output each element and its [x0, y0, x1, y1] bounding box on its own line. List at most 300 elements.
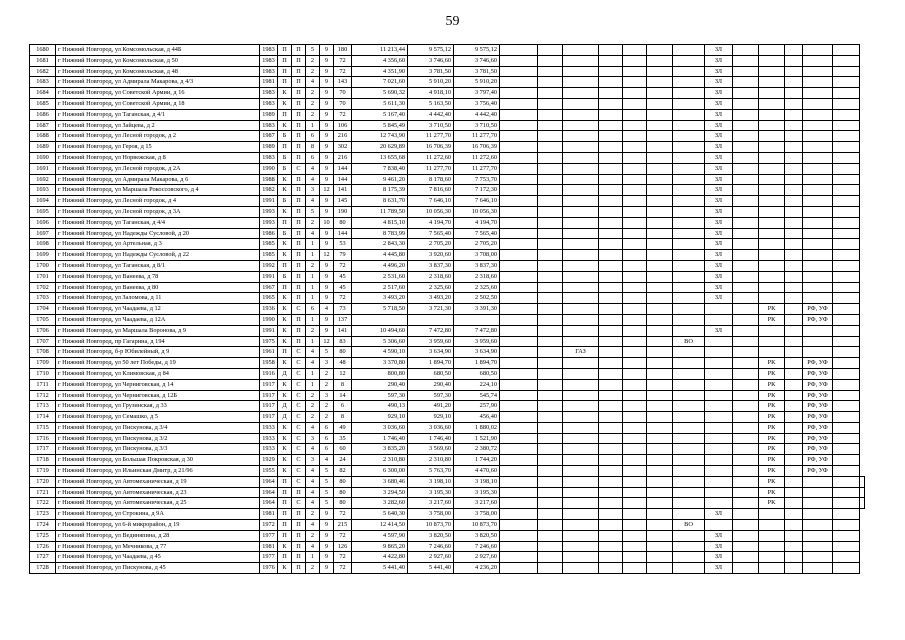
- private-area-cell: 1 894,70: [454, 358, 500, 369]
- private-area-cell: 4 442,40: [454, 109, 500, 120]
- extra-col-8: [833, 77, 860, 88]
- table-row: [30, 422, 865, 433]
- gas-cell: [563, 336, 599, 347]
- zl-cell: [705, 368, 733, 379]
- extra-col-6: [733, 314, 759, 325]
- address-cell: г Нижний Новгород, ул Комсомольская, д 48: [56, 66, 260, 77]
- rk-cell: [759, 217, 785, 228]
- address-cell: г Нижний Новгород, ул Климовская, д 84: [56, 368, 260, 379]
- floors-cell: 9: [320, 120, 334, 131]
- extra-col-5: [647, 520, 673, 531]
- extra-col-5: [647, 260, 673, 271]
- rf-uf-cell: [803, 55, 833, 66]
- floors-cell: 9: [320, 152, 334, 163]
- private-area-cell: 257,90: [454, 401, 500, 412]
- year-cell: 1917: [260, 412, 278, 423]
- entrances-cell: 4: [306, 444, 320, 455]
- year-cell: 1983: [260, 66, 278, 77]
- vo-cell: [673, 401, 705, 412]
- type-cell: С: [292, 444, 306, 455]
- rk-cell: [759, 563, 785, 574]
- rk-cell: РК: [759, 314, 785, 325]
- rf-uf-cell: [803, 142, 833, 153]
- extra-col-4: [623, 368, 647, 379]
- rf-uf-cell: [803, 66, 833, 77]
- extra-col-3: [599, 217, 623, 228]
- living-area-cell: 5 910,20: [408, 77, 454, 88]
- extra-col-4: [623, 487, 647, 498]
- extra-col-2: [538, 109, 563, 120]
- zl-cell: ЗЛ: [705, 55, 733, 66]
- extra-col-4: [623, 379, 647, 390]
- extra-col-7: [785, 131, 803, 142]
- extra-col-8: [833, 293, 860, 304]
- private-area-cell: 7 646,10: [454, 196, 500, 207]
- table-row: [30, 390, 865, 401]
- private-area-cell: 3 391,30: [454, 304, 500, 315]
- private-area-cell: 7 246,60: [454, 541, 500, 552]
- wall-material-cell: Б: [278, 163, 292, 174]
- year-cell: 1977: [260, 530, 278, 541]
- extra-col-4: [623, 206, 647, 217]
- extra-col-7: [785, 368, 803, 379]
- extra-col-2: [538, 250, 563, 261]
- private-area-cell: 5 910,20: [454, 77, 500, 88]
- rf-uf-cell: [803, 206, 833, 217]
- extra-col-4: [623, 142, 647, 153]
- total-area-cell: 5 167,40: [352, 109, 408, 120]
- entrances-cell: 5: [306, 45, 320, 56]
- floors-cell: 9: [320, 196, 334, 207]
- apartments-cell: 53: [334, 239, 352, 250]
- extra-col-8: [833, 509, 860, 520]
- gas-cell: [563, 196, 599, 207]
- address-cell: г Нижний Новгород, ул Ильинская Дмитр, д 21/96: [56, 466, 260, 477]
- rf-uf-cell: [803, 260, 833, 271]
- extra-col-8: [833, 466, 860, 477]
- total-area-cell: [352, 314, 408, 325]
- living-area-cell: 4 442,40: [408, 109, 454, 120]
- row-number-cell: 1684: [30, 88, 56, 99]
- type-cell: П: [292, 260, 306, 271]
- vo-cell: [673, 412, 705, 423]
- extra-col-2: [538, 131, 563, 142]
- extra-col-5: [647, 131, 673, 142]
- row-number-cell: 1718: [30, 455, 56, 466]
- extra-col-4: [623, 530, 647, 541]
- apartments-cell: 143: [334, 77, 352, 88]
- table-row: [30, 282, 865, 293]
- apartments-cell: 8: [334, 412, 352, 423]
- private-area-cell: 3 959,60: [454, 336, 500, 347]
- type-cell: П: [292, 217, 306, 228]
- gas-cell: [563, 541, 599, 552]
- extra-col-8: [833, 152, 860, 163]
- type-cell: С: [292, 304, 306, 315]
- zl-cell: ЗЛ: [705, 541, 733, 552]
- apartments-cell: 45: [334, 282, 352, 293]
- type-cell: П: [292, 45, 306, 56]
- extra-col-1: [500, 412, 538, 423]
- extra-col-8: [833, 455, 860, 466]
- year-cell: 1936: [260, 304, 278, 315]
- extra-col-2: [538, 142, 563, 153]
- table-row: [30, 368, 865, 379]
- extra-col-4: [623, 433, 647, 444]
- row-number-cell: 1687: [30, 120, 56, 131]
- entrances-cell: 3: [306, 433, 320, 444]
- floors-cell: 9: [320, 77, 334, 88]
- extra-col-8: [833, 217, 860, 228]
- extra-col-1: [500, 77, 538, 88]
- floors-cell: 9: [320, 520, 334, 531]
- extra-col-6: [733, 541, 759, 552]
- extra-col-7: [785, 163, 803, 174]
- extra-col-7: [785, 487, 803, 498]
- private-area-cell: 456,40: [454, 412, 500, 423]
- vo-cell: [673, 390, 705, 401]
- type-cell: С: [292, 390, 306, 401]
- table-row: [30, 45, 865, 56]
- extra-col-7: [785, 412, 803, 423]
- extra-col-3: [599, 174, 623, 185]
- extra-col-4: [623, 120, 647, 131]
- zl-cell: ЗЛ: [705, 530, 733, 541]
- private-area-cell: 3 756,40: [454, 98, 500, 109]
- private-area-cell: 3 708,00: [454, 250, 500, 261]
- extra-col-4: [623, 196, 647, 207]
- extra-col-3: [599, 552, 623, 563]
- extra-col-3: [599, 368, 623, 379]
- year-cell: 1983: [260, 55, 278, 66]
- type-cell: С: [292, 466, 306, 477]
- table-row: [30, 142, 865, 153]
- extra-col-5: [647, 379, 673, 390]
- entrances-cell: 1: [306, 239, 320, 250]
- table-row: [30, 163, 865, 174]
- extra-col-2: [538, 120, 563, 131]
- living-area-cell: 929,10: [408, 412, 454, 423]
- wall-material-cell: П: [278, 347, 292, 358]
- living-area-cell: 3 198,10: [408, 476, 454, 487]
- extra-col-5: [647, 206, 673, 217]
- row-number-cell: 1708: [30, 347, 56, 358]
- gas-cell: [563, 152, 599, 163]
- vo-cell: [673, 152, 705, 163]
- living-area-cell: 5 441,40: [408, 563, 454, 574]
- apartments-cell: 80: [334, 347, 352, 358]
- zl-cell: ЗЛ: [705, 174, 733, 185]
- rf-uf-cell: [803, 476, 833, 487]
- floors-cell: 12: [320, 336, 334, 347]
- rk-cell: РК: [759, 487, 785, 498]
- extra-col-2: [538, 336, 563, 347]
- extra-col-3: [599, 541, 623, 552]
- extra-col-7: [785, 196, 803, 207]
- apartments-cell: 72: [334, 293, 352, 304]
- zl-cell: ЗЛ: [705, 196, 733, 207]
- extra-col-3: [599, 336, 623, 347]
- extra-col-4: [623, 304, 647, 315]
- wall-material-cell: П: [278, 530, 292, 541]
- private-area-cell: 3 195,30: [454, 487, 500, 498]
- extra-col-8: [833, 444, 860, 455]
- wall-material-cell: К: [278, 455, 292, 466]
- rf-uf-cell: РФ, УФ: [803, 466, 833, 477]
- entrances-cell: 4: [306, 466, 320, 477]
- floors-cell: 12: [320, 185, 334, 196]
- zl-cell: ЗЛ: [705, 163, 733, 174]
- extra-col-3: [599, 131, 623, 142]
- year-cell: 1987: [260, 131, 278, 142]
- extra-col-7: [785, 498, 803, 509]
- gas-cell: [563, 325, 599, 336]
- address-cell: г Нижний Новгород, ул Семашко, д 5: [56, 412, 260, 423]
- row-number-cell: 1693: [30, 185, 56, 196]
- gas-cell: [563, 455, 599, 466]
- year-cell: 1961: [260, 347, 278, 358]
- entrances-cell: 1: [306, 314, 320, 325]
- rk-cell: [759, 541, 785, 552]
- year-cell: 1917: [260, 379, 278, 390]
- living-area-cell: 5 763,70: [408, 466, 454, 477]
- extra-col-1: [500, 390, 538, 401]
- year-cell: 1976: [260, 563, 278, 574]
- extra-col-7: [785, 66, 803, 77]
- year-cell: 1933: [260, 444, 278, 455]
- total-area-cell: 3 370,80: [352, 358, 408, 369]
- apartments-cell: 72: [334, 552, 352, 563]
- apartments-cell: 80: [334, 217, 352, 228]
- extra-col-1: [500, 196, 538, 207]
- extra-col-4: [623, 66, 647, 77]
- extra-col-3: [599, 455, 623, 466]
- extra-col-4: [623, 228, 647, 239]
- year-cell: 1981: [260, 509, 278, 520]
- extra-col-5: [647, 530, 673, 541]
- extra-col-7: [785, 541, 803, 552]
- extra-col-2: [538, 466, 563, 477]
- extra-col-6: [733, 98, 759, 109]
- address-cell: г Нижний Новгород, ул 50 лет Победы, д 19: [56, 358, 260, 369]
- rf-uf-cell: [803, 77, 833, 88]
- year-cell: 1990: [260, 163, 278, 174]
- extra-col-7: [785, 109, 803, 120]
- extra-col-1: [500, 466, 538, 477]
- page-number: 59: [445, 14, 460, 29]
- extra-col-5: [647, 142, 673, 153]
- undefined: [860, 476, 865, 487]
- floors-cell: 2: [320, 401, 334, 412]
- rf-uf-cell: [803, 250, 833, 261]
- address-cell: г Нижний Новгород, ул Лесной городок, д 2: [56, 131, 260, 142]
- apartments-cell: 72: [334, 509, 352, 520]
- total-area-cell: 929,10: [352, 412, 408, 423]
- extra-col-2: [538, 163, 563, 174]
- extra-col-3: [599, 433, 623, 444]
- type-cell: С: [292, 368, 306, 379]
- address-cell: г Нижний Новгород, ул Норвежская, д 8: [56, 152, 260, 163]
- floors-cell: 9: [320, 88, 334, 99]
- extra-col-6: [733, 552, 759, 563]
- vo-cell: [673, 45, 705, 56]
- type-cell: П: [292, 282, 306, 293]
- vo-cell: [673, 379, 705, 390]
- extra-col-6: [733, 174, 759, 185]
- extra-col-7: [785, 433, 803, 444]
- rk-cell: [759, 131, 785, 142]
- zl-cell: [705, 347, 733, 358]
- entrances-cell: 3: [306, 185, 320, 196]
- table-row: [30, 55, 865, 66]
- living-area-cell: 3 710,50: [408, 120, 454, 131]
- extra-col-5: [647, 509, 673, 520]
- extra-col-3: [599, 379, 623, 390]
- wall-material-cell: Д: [278, 412, 292, 423]
- year-cell: 1989: [260, 109, 278, 120]
- living-area-cell: 3 758,00: [408, 509, 454, 520]
- year-cell: 1983: [260, 88, 278, 99]
- vo-cell: [673, 206, 705, 217]
- private-area-cell: 545,74: [454, 390, 500, 401]
- extra-col-1: [500, 336, 538, 347]
- private-area-cell: 224,10: [454, 379, 500, 390]
- zl-cell: [705, 390, 733, 401]
- extra-col-6: [733, 282, 759, 293]
- table-row: [30, 314, 865, 325]
- extra-col-6: [733, 142, 759, 153]
- rf-uf-cell: [803, 239, 833, 250]
- table-row: [30, 206, 865, 217]
- rf-uf-cell: [803, 520, 833, 531]
- floors-cell: 10: [320, 217, 334, 228]
- extra-col-7: [785, 379, 803, 390]
- apartments-cell: 8: [334, 379, 352, 390]
- zl-cell: ЗЛ: [705, 98, 733, 109]
- extra-col-6: [733, 163, 759, 174]
- extra-col-1: [500, 314, 538, 325]
- extra-col-1: [500, 66, 538, 77]
- extra-col-8: [833, 66, 860, 77]
- gas-cell: [563, 358, 599, 369]
- row-number-cell: 1682: [30, 66, 56, 77]
- type-cell: П: [292, 185, 306, 196]
- zl-cell: ЗЛ: [705, 152, 733, 163]
- type-cell: П: [292, 509, 306, 520]
- vo-cell: [673, 487, 705, 498]
- gas-cell: [563, 45, 599, 56]
- entrances-cell: 4: [306, 498, 320, 509]
- rk-cell: [759, 55, 785, 66]
- vo-cell: [673, 552, 705, 563]
- address-cell: г Нижний Новгород, ул Таганская, д 8/1: [56, 260, 260, 271]
- vo-cell: [673, 109, 705, 120]
- total-area-cell: 5 306,60: [352, 336, 408, 347]
- table-row: [30, 228, 865, 239]
- extra-col-8: [833, 314, 860, 325]
- extra-col-5: [647, 314, 673, 325]
- extra-col-1: [500, 109, 538, 120]
- row-number-cell: 1711: [30, 379, 56, 390]
- wall-material-cell: П: [278, 45, 292, 56]
- extra-col-5: [647, 45, 673, 56]
- rf-uf-cell: РФ, УФ: [803, 304, 833, 315]
- extra-col-8: [833, 336, 860, 347]
- year-cell: 1981: [260, 541, 278, 552]
- living-area-cell: 5 163,50: [408, 98, 454, 109]
- extra-col-3: [599, 325, 623, 336]
- floors-cell: 9: [320, 174, 334, 185]
- rk-cell: РК: [759, 390, 785, 401]
- zl-cell: ЗЛ: [705, 509, 733, 520]
- extra-col-6: [733, 401, 759, 412]
- private-area-cell: 3 837,30: [454, 260, 500, 271]
- type-cell: П: [292, 206, 306, 217]
- total-area-cell: 800,80: [352, 368, 408, 379]
- year-cell: 1917: [260, 401, 278, 412]
- table-row: [30, 217, 865, 228]
- extra-col-8: [833, 196, 860, 207]
- total-area-cell: 10 494,60: [352, 325, 408, 336]
- rk-cell: [759, 174, 785, 185]
- row-number-cell: 1700: [30, 260, 56, 271]
- extra-col-3: [599, 358, 623, 369]
- total-area-cell: 9 865,20: [352, 541, 408, 552]
- address-cell: г Нижний Новгород, ул Комсомольская, д 44Б: [56, 45, 260, 56]
- floors-cell: 4: [320, 455, 334, 466]
- wall-material-cell: К: [278, 185, 292, 196]
- living-area-cell: 3 036,60: [408, 422, 454, 433]
- total-area-cell: 12 743,90: [352, 131, 408, 142]
- private-area-cell: 3 198,10: [454, 476, 500, 487]
- extra-col-8: [833, 476, 860, 487]
- total-area-cell: 2 310,80: [352, 455, 408, 466]
- extra-col-7: [785, 142, 803, 153]
- entrances-cell: 2: [306, 109, 320, 120]
- year-cell: 1933: [260, 433, 278, 444]
- extra-col-8: [833, 412, 860, 423]
- wall-material-cell: К: [278, 120, 292, 131]
- apartments-cell: 83: [334, 336, 352, 347]
- year-cell: 1991: [260, 196, 278, 207]
- year-cell: 1983: [260, 120, 278, 131]
- address-cell: г Нижний Новгород, ул Черниговская, д 12Б: [56, 390, 260, 401]
- rk-cell: [759, 347, 785, 358]
- extra-col-3: [599, 314, 623, 325]
- extra-col-3: [599, 563, 623, 574]
- row-number-cell: 1721: [30, 487, 56, 498]
- living-area-cell: 4 194,70: [408, 217, 454, 228]
- extra-col-3: [599, 293, 623, 304]
- year-cell: 1989: [260, 142, 278, 153]
- table-row: [30, 358, 865, 369]
- apartments-cell: 126: [334, 541, 352, 552]
- extra-col-6: [733, 206, 759, 217]
- type-cell: С: [292, 358, 306, 369]
- rk-cell: [759, 336, 785, 347]
- extra-col-2: [538, 433, 563, 444]
- year-cell: 1964: [260, 476, 278, 487]
- type-cell: С: [292, 422, 306, 433]
- living-area-cell: 9 575,12: [408, 45, 454, 56]
- living-area-cell: 11 277,70: [408, 131, 454, 142]
- address-cell: г Нижний Новгород, ул Надежды Сусловой, д 22: [56, 250, 260, 261]
- wall-material-cell: Д: [278, 368, 292, 379]
- extra-col-4: [623, 271, 647, 282]
- table-row: [30, 260, 865, 271]
- extra-col-3: [599, 444, 623, 455]
- extra-col-3: [599, 509, 623, 520]
